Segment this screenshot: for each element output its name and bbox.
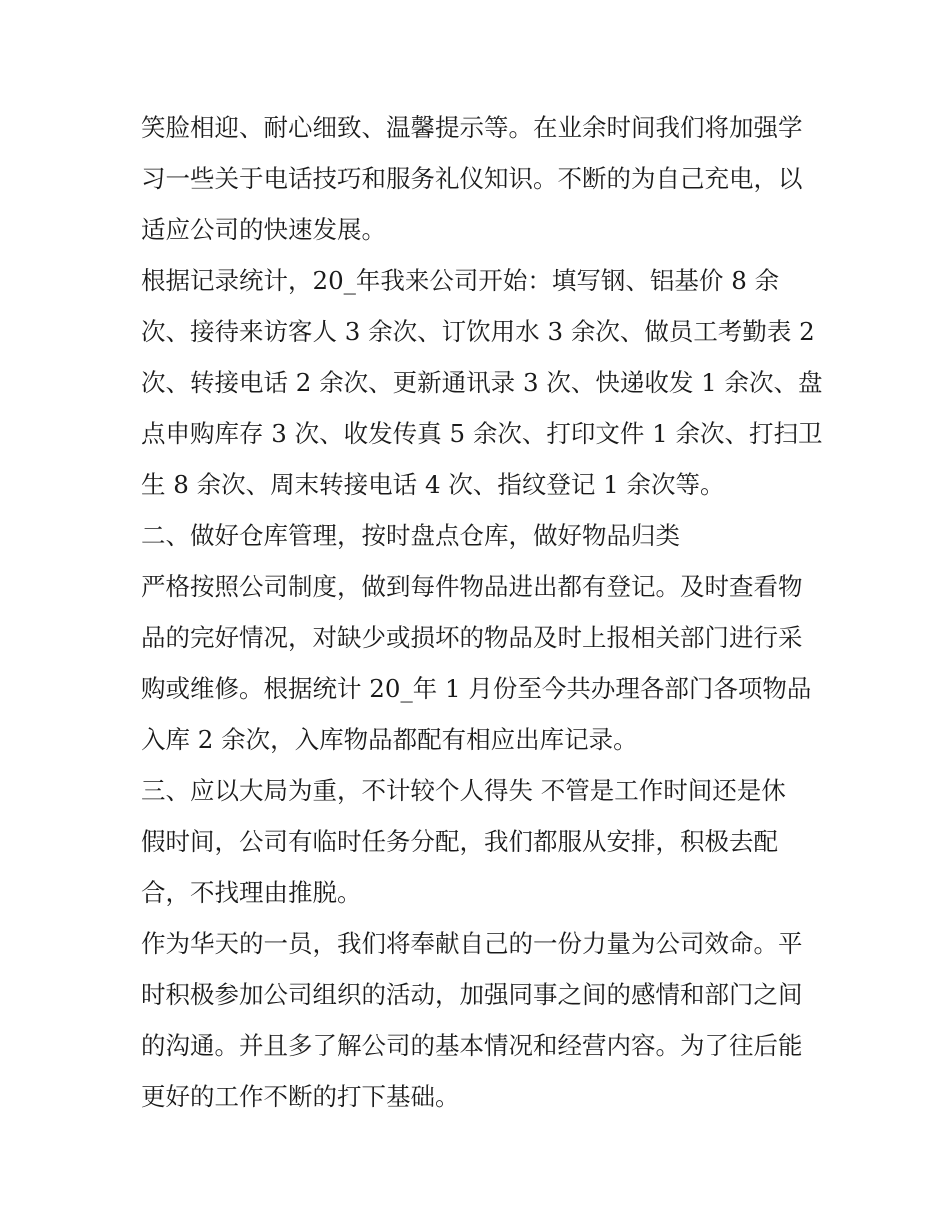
- text-line: 更好的工作不断的打下基础。: [141, 1082, 460, 1111]
- text-line: 严格按照公司制度，做到每件物品进出都有登记。及时查看物: [141, 572, 803, 601]
- text-line: 适应公司的快速发展。: [141, 215, 386, 244]
- section-heading: 三、应以大局为重，不计较个人得失 不管是工作时间还是休: [141, 776, 786, 805]
- text-line: 点申购库存 3 次、收发传真 5 余次、打印文件 1 余次、打扫卫: [141, 419, 823, 448]
- text-line: 笑脸相迎、耐心细致、温馨提示等。在业余时间我们将加强学: [141, 113, 803, 142]
- text-line: 时积极参加公司组织的活动，加强同事之间的感情和部门之间: [141, 980, 803, 1009]
- text-line: 入库 2 余次，入库物品都配有相应出库记录。: [141, 725, 638, 754]
- text-line: 根据记录统计，20_年我来公司开始：填写钢、铝基价 8 余: [141, 266, 780, 295]
- text-line: 品的完好情况，对缺少或损坏的物品及时上报相关部门进行采: [141, 623, 803, 652]
- text-line: 次、接待来访客人 3 余次、订饮用水 3 余次、做员工考勤表 2: [141, 317, 815, 346]
- text-line: 假时间，公司有临时任务分配，我们都服从安排，积极去配: [141, 827, 778, 856]
- text-line: 习一些关于电话技巧和服务礼仪知识。不断的为自己充电，以: [141, 164, 803, 193]
- text-line: 合，不找理由推脱。: [141, 878, 362, 907]
- text-line: 生 8 余次、周末转接电话 4 次、指纹登记 1 余次等。: [141, 470, 725, 499]
- text-line: 次、转接电话 2 余次、更新通讯录 3 次、快递收发 1 余次、盘: [141, 368, 823, 397]
- text-line: 作为华天的一员，我们将奉献自己的一份力量为公司效命。平: [141, 929, 803, 958]
- body-text: [141, 102, 821, 1122]
- text-line: 的沟通。并且多了解公司的基本情况和经营内容。为了往后能: [141, 1031, 803, 1060]
- section-heading: 二、做好仓库管理，按时盘点仓库，做好物品归类: [141, 521, 680, 550]
- text-line: 购或维修。根据统计 20_年 1 月份至今共办理各部门各项物品: [141, 674, 812, 703]
